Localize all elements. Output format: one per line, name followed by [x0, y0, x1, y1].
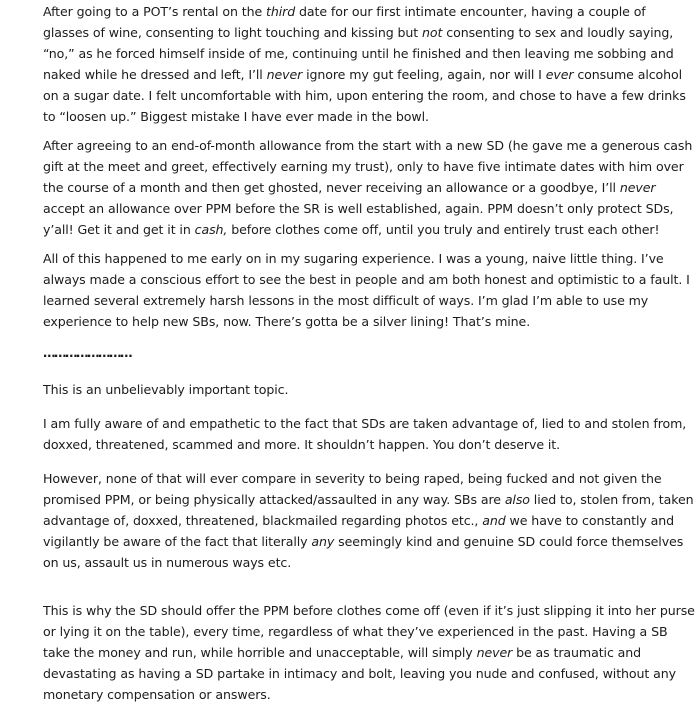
emphasis: never	[476, 645, 513, 660]
emphasis: not	[422, 25, 443, 40]
text: we have to constantly and vigilantly be aware of the fact that literally	[43, 513, 675, 549]
text: consenting to sex and loudly saying, “no,” as he forced himself inside of me, continuing until he finished and then leaving me sobbing and naked while he dressed and left, I’ll	[43, 25, 674, 82]
emphasis: third	[266, 4, 296, 19]
emphasis: also	[504, 492, 530, 507]
paragraph-1	[43, 1, 695, 127]
paragraph-7	[43, 600, 695, 705]
emphasis: never	[266, 67, 303, 82]
emphasis: cash,	[194, 222, 228, 237]
text: seemingly kind and genuine SD could force themselves on us, assault us in numerous ways etc.	[43, 534, 684, 570]
emphasis: ever	[545, 67, 574, 82]
paragraph-6	[43, 468, 695, 573]
text: After agreeing to an end-of-month allowance from the start with a new SD (he gave me a generous cash gift at the meet and greet, effectively earning my trust), only to have five intimate dates with him over the course of a month and then get ghosted, never receiving an allowance or a goodbye, I’ll	[43, 138, 693, 195]
paragraph-5: I am fully aware of and empathetic to the fact that SDs are taken advantage of, lied to and stolen from, doxxed, threatened, scammed and more. It shouldn’t happen. You don’t deserve it.	[43, 416, 687, 452]
paragraph-2	[43, 135, 695, 240]
paragraph-4: This is an unbelievably important topic.	[43, 382, 289, 397]
emphasis: any	[311, 534, 335, 549]
text: ignore my gut feeling, again, nor will I	[302, 67, 546, 82]
text: After going to a POT’s rental on the	[43, 4, 267, 19]
text: date for our first intimate encounter, having a couple of glasses of wine, consenting to light touching and kissing but	[43, 4, 646, 40]
text: However, none of that will ever compare in severity to being raped, being fucked and not given the promised PPM, or being physically attacked/assaulted in any way. SBs are	[43, 471, 662, 507]
text: This is why the SD should offer the PPM before clothes come off (even if it’s just slipping it into her purse or lying it on the table), every time, regardless of what they’ve experienced in the past. Having a SB take the money and run, while horrible and unacceptable, will simply	[43, 603, 695, 660]
text: lied to, stolen from, taken advantage of, doxxed, threatened, blackmailed regarding photos etc.,	[43, 492, 694, 528]
text: consume alcohol on a sugar date. I felt uncomfortable with him, upon entering the room, and chose to have a few drinks to “loosen up.” Biggest mistake I have ever made in the bowl.	[43, 67, 686, 124]
paragraph-3: All of this happened to me early on in my sugaring experience. I was a young, naive little thing. I’ve always made a conscious effort to see the best in people and am both honest and optimistic to a fault. I learned several extremely harsh lessons in the most difficult of ways. I’m glad I’m able to use my experience to help new SBs, now. There’s gotta be a silver lining! That’s mine.	[43, 251, 690, 329]
text: be as traumatic and devastating as having a SD partake in intimacy and bolt, leaving you nude and confused, without any monetary compensation or answers.	[43, 645, 676, 702]
text: before clothes come off, until you truly and entirely trust each other!	[227, 222, 660, 237]
section-separator: ……………………	[43, 345, 131, 360]
emphasis: and	[482, 513, 506, 528]
emphasis: never	[619, 180, 656, 195]
text: accept an allowance over PPM before the SR is well established, again. PPM doesn’t only protect SDs, y’all! Get it and get it in	[43, 201, 674, 237]
